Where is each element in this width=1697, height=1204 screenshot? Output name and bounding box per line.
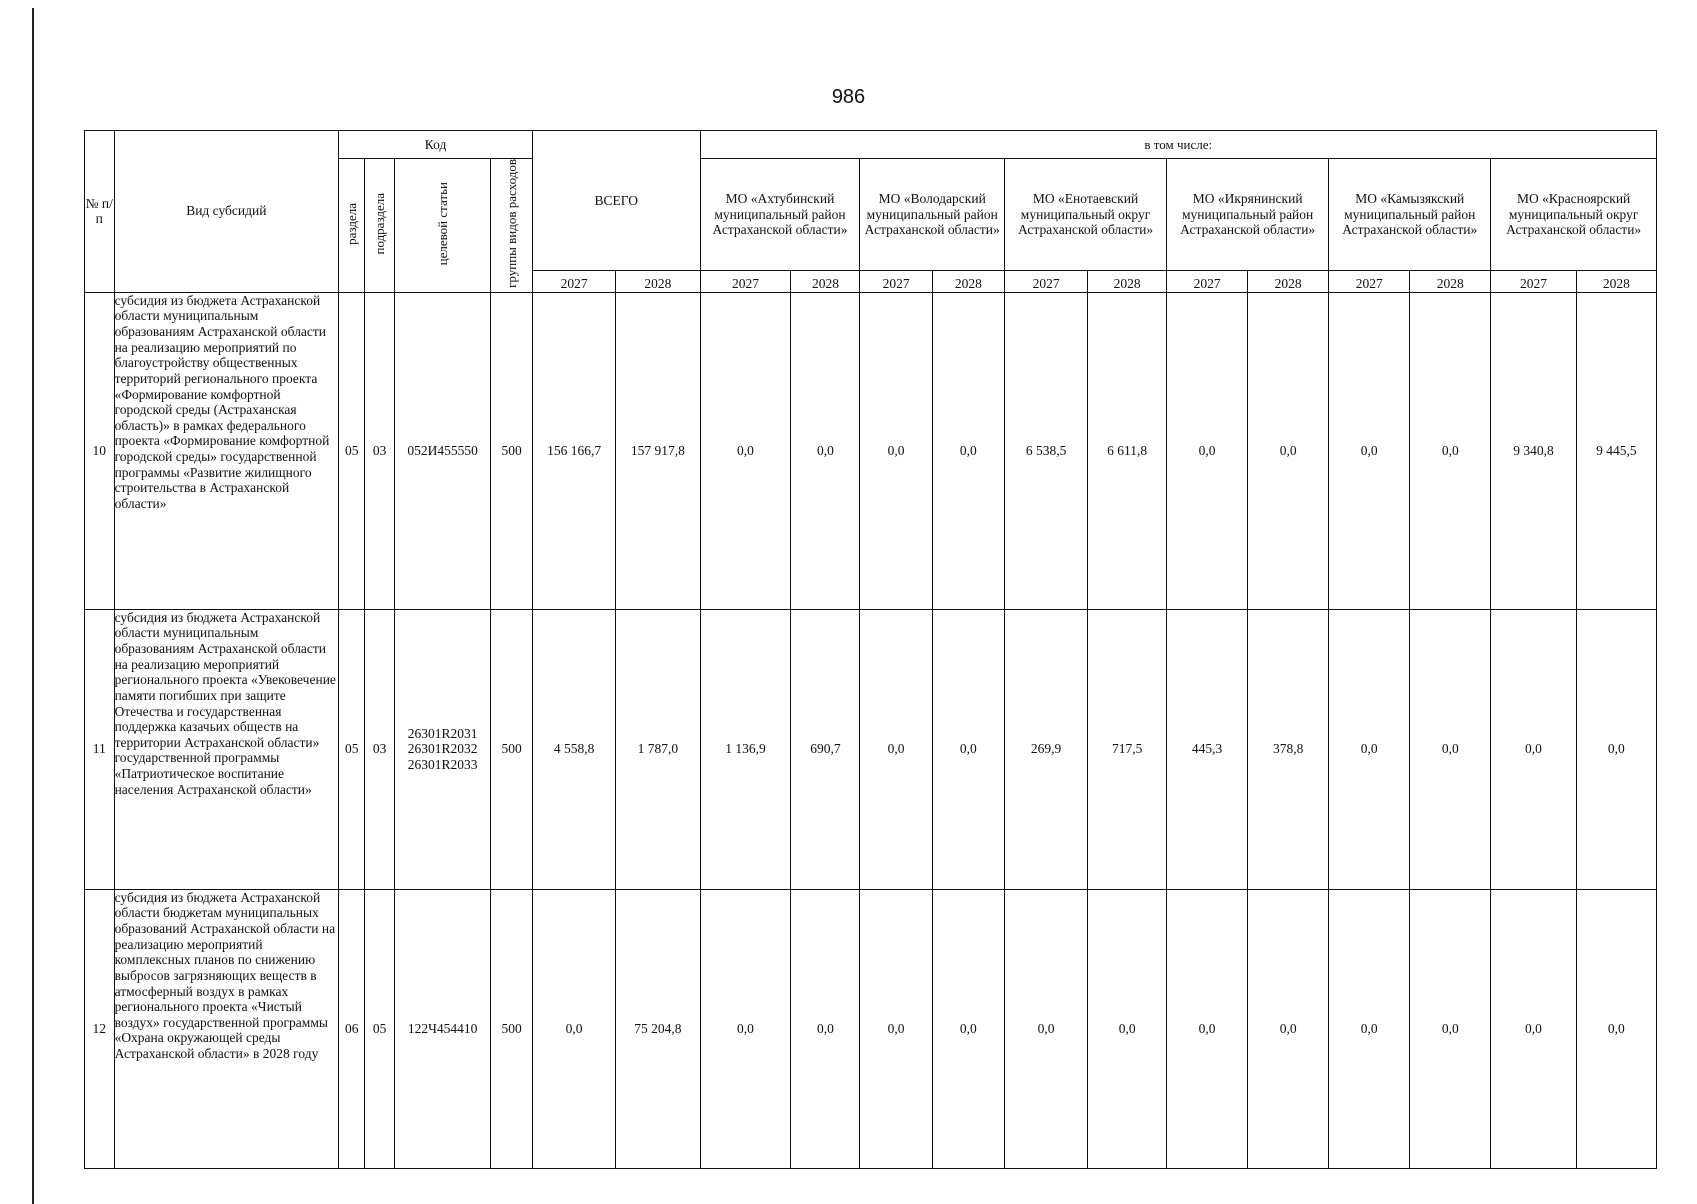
value-cell: 0,0	[1167, 889, 1248, 1168]
year-header: 2028	[1248, 271, 1329, 292]
year-header: 2028	[1088, 271, 1167, 292]
value-cell: 0,0	[860, 889, 932, 1168]
value-cell: 445,3	[1167, 609, 1248, 889]
including-header: в том числе:	[700, 131, 1656, 159]
value-cell: 1 136,9	[700, 609, 791, 889]
value-cell: 0,0	[1410, 889, 1491, 1168]
value-cell: 6 611,8	[1088, 292, 1167, 609]
value-cell: 0,0	[932, 609, 1004, 889]
code-header: Код	[339, 131, 533, 159]
target-code: 122Ч454410	[394, 889, 490, 1168]
year-header: 2027	[1167, 271, 1248, 292]
value-cell: 0,0	[1576, 609, 1656, 889]
total-2027: 4 558,8	[532, 609, 615, 889]
year-header: 2027	[1491, 271, 1576, 292]
num-header: № п/п	[85, 131, 115, 293]
value-cell: 269,9	[1005, 609, 1088, 889]
year-header: 2028	[616, 271, 700, 292]
value-cell: 0,0	[791, 292, 860, 609]
value-cell: 0,0	[1410, 609, 1491, 889]
subsidy-description: субсидия из бюджета Астраханской области муниципальным образованиям Астраханской области на реализацию мероприятий регионального проекта «Увековечение памяти погибших при защите Отечества и государственная поддержка казачьих обществ на территории Астраханской области» государственной программы «Патриотическое воспитание населения Астраханской области»	[114, 609, 339, 889]
value-cell: 0,0	[1248, 292, 1329, 609]
page-number: 986	[831, 86, 866, 108]
value-cell: 0,0	[1576, 889, 1656, 1168]
code-target-header: целевой статьи	[394, 159, 490, 293]
total-2028: 157 917,8	[616, 292, 700, 609]
mo-header-krasnoyarsky: МО «Красноярский муниципальный округ Астраханской области»	[1491, 159, 1657, 271]
subsection-code: 03	[365, 609, 395, 889]
table-row	[85, 609, 1657, 889]
value-cell: 0,0	[932, 889, 1004, 1168]
year-header: 2028	[932, 271, 1004, 292]
value-cell: 9 445,5	[1576, 292, 1656, 609]
value-cell: 0,0	[860, 609, 932, 889]
subsection-code: 03	[365, 292, 395, 609]
expense-group-code: 500	[491, 609, 533, 889]
code-group-header: группы видов расходов	[491, 159, 533, 293]
left-margin-line	[32, 8, 34, 1204]
code-subsection-header: подраздела	[365, 159, 395, 293]
code-section-header: раздела	[339, 159, 365, 293]
row-number: 10	[85, 292, 115, 609]
value-cell: 6 538,5	[1005, 292, 1088, 609]
table-row	[85, 889, 1657, 1168]
target-code: 052И455550	[394, 292, 490, 609]
value-cell: 0,0	[1248, 889, 1329, 1168]
mo-header-akhtubinsky: МО «Ахтубинский муниципальный район Астраханской области»	[700, 159, 860, 271]
value-cell: 0,0	[1167, 292, 1248, 609]
year-header: 2027	[1329, 271, 1410, 292]
value-cell: 0,0	[1005, 889, 1088, 1168]
value-cell: 717,5	[1088, 609, 1167, 889]
row-number: 12	[85, 889, 115, 1168]
mo-header-enotaevsky: МО «Енотаевский муниципальный округ Астраханской области»	[1005, 159, 1167, 271]
year-header: 2027	[532, 271, 615, 292]
value-cell: 0,0	[860, 292, 932, 609]
value-cell: 0,0	[700, 889, 791, 1168]
year-header: 2028	[1576, 271, 1656, 292]
year-header: 2028	[791, 271, 860, 292]
total-2027: 0,0	[532, 889, 615, 1168]
section-code: 06	[339, 889, 365, 1168]
value-cell: 0,0	[1329, 609, 1410, 889]
expense-group-code: 500	[491, 889, 533, 1168]
mo-header-ikryaninsky: МО «Икрянинский муниципальный район Астраханской области»	[1167, 159, 1329, 271]
subsection-code: 05	[365, 889, 395, 1168]
type-header: Вид субсидий	[114, 131, 339, 293]
subsidy-description: субсидия из бюджета Астраханской области бюджетам муниципальных образований Астраханской области на реализацию мероприятий комплексных планов по снижению выбросов загрязняющих веществ в атмосферный воздух в рамках регионального проекта «Чистый воздух» государственной программы «Охрана окружающей среды Астраханской области» в 2028 году	[114, 889, 339, 1168]
year-header: 2027	[700, 271, 791, 292]
table-row	[85, 292, 1657, 609]
value-cell: 9 340,8	[1491, 292, 1576, 609]
mo-header-volodarsky: МО «Володарский муниципальный район Астраханской области»	[860, 159, 1005, 271]
expense-group-code: 500	[491, 292, 533, 609]
section-code: 05	[339, 292, 365, 609]
target-code: 26301R2031 26301R2032 26301R2033	[394, 609, 490, 889]
value-cell: 0,0	[1088, 889, 1167, 1168]
subsidy-description: субсидия из бюджета Астраханской области муниципальным образованиям Астраханской области на реализацию мероприятий по благоустройству общественных территорий регионального проекта «Формирование комфортной городской среды (Астраханская область)» в рамках федерального проекта «Формирование комфортной городской среды» государственной программы «Развитие жилищного строительства в Астраханской области»	[114, 292, 339, 609]
total-header: ВСЕГО	[532, 131, 700, 271]
value-cell: 0,0	[1491, 889, 1576, 1168]
value-cell: 0,0	[1329, 292, 1410, 609]
value-cell: 378,8	[1248, 609, 1329, 889]
year-header: 2027	[1005, 271, 1088, 292]
subsidy-table	[84, 130, 1657, 1169]
year-header: 2027	[860, 271, 932, 292]
total-2027: 156 166,7	[532, 292, 615, 609]
value-cell: 0,0	[932, 292, 1004, 609]
section-code: 05	[339, 609, 365, 889]
value-cell: 0,0	[1491, 609, 1576, 889]
value-cell: 0,0	[791, 889, 860, 1168]
mo-header-kamyzyaksky: МО «Камызякский муниципальный район Астраханской области»	[1329, 159, 1491, 271]
total-2028: 1 787,0	[616, 609, 700, 889]
value-cell: 0,0	[1329, 889, 1410, 1168]
row-number: 11	[85, 609, 115, 889]
total-2028: 75 204,8	[616, 889, 700, 1168]
year-header: 2028	[1410, 271, 1491, 292]
value-cell: 0,0	[700, 292, 791, 609]
value-cell: 0,0	[1410, 292, 1491, 609]
value-cell: 690,7	[791, 609, 860, 889]
